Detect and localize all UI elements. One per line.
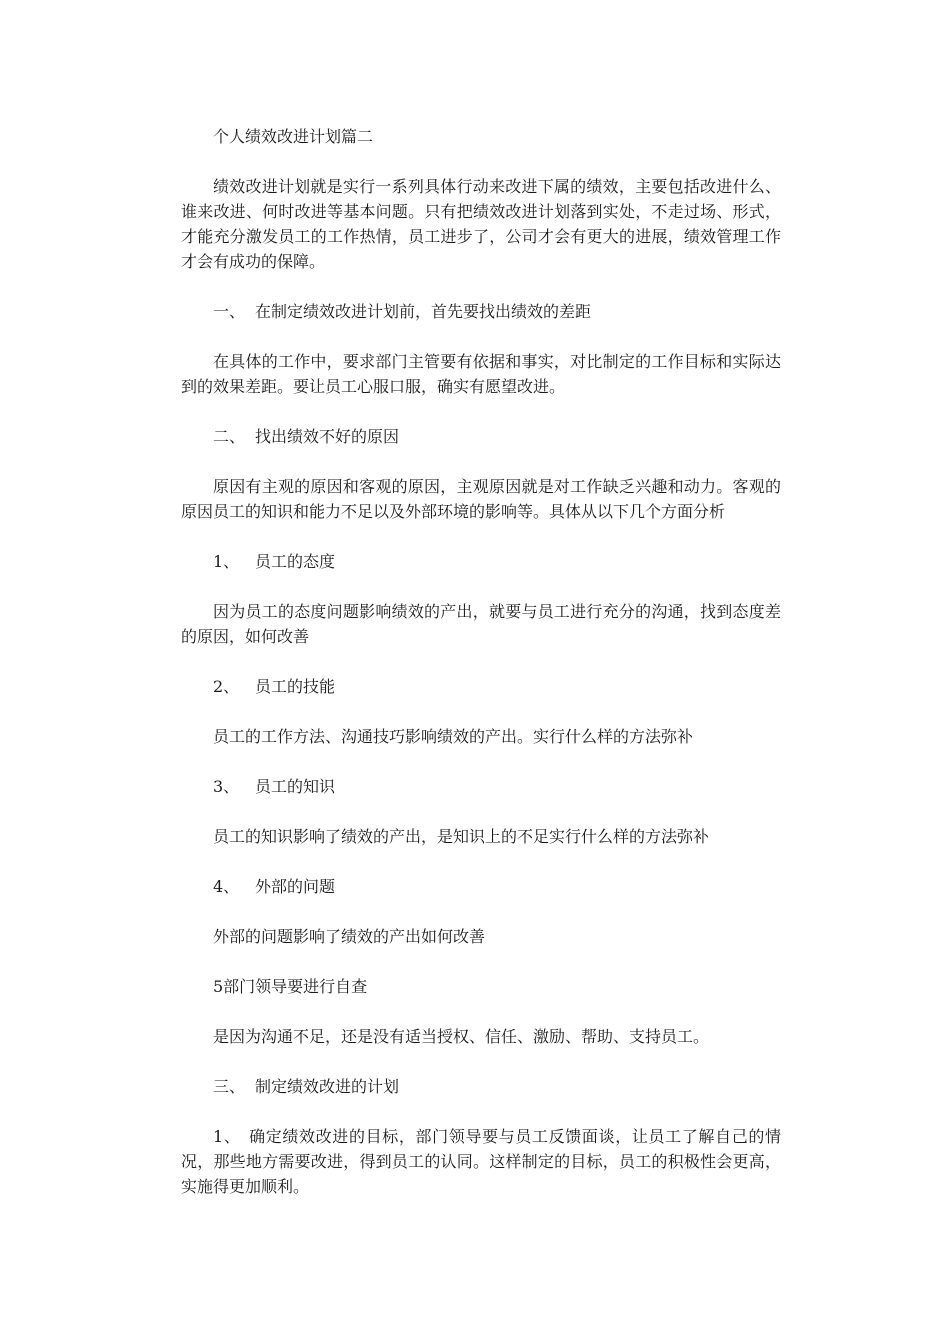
- item-4-title: 外部的问题: [255, 877, 336, 896]
- item-5-body: 是因为沟通不足，还是没有适当授权、信任、激励、帮助、支持员工。: [213, 1027, 710, 1046]
- section-3-title: 制定绩效改进的计划: [255, 1077, 400, 1096]
- intro-paragraph: 绩效改进计划就是实行一系列具体行动来改进下属的绩效，主要包括改进什么、谁来改进、何时改进等基本问题。只有把绩效改进计划落到实处，不走过场、形式，才能充分激发员工的工作热情，员工进步了，公司才会有更大的进展，绩效管理工作才会有成功的保障。: [181, 177, 781, 271]
- item-2-body: 员工的工作方法、沟通技巧影响绩效的产出。实行什么样的方法弥补: [213, 727, 694, 746]
- item-5-heading: 5部门领导要进行自查: [213, 977, 368, 996]
- document-body: [181, 124, 781, 1224]
- item-1-heading: [181, 549, 781, 574]
- section-3-heading: [181, 1074, 781, 1099]
- section-1-title: 在制定绩效改进计划前，首先要找出绩效的差距: [255, 302, 592, 321]
- section-2-body: 原因有主观的原因和客观的原因，主观原因就是对工作缺乏兴趣和动力。客观的原因员工的知识和能力不足以及外部环境的影响等。具体从以下几个方面分析: [181, 477, 781, 521]
- item-1-title: 员工的态度: [255, 552, 336, 571]
- item-1-number: 1、: [213, 552, 240, 571]
- item-4-number: 4、: [213, 877, 240, 896]
- item-1-body: 因为员工的态度问题影响绩效的产出，就要与员工进行充分的沟通，找到态度差的原因，如何改善: [181, 602, 781, 646]
- item-3-heading: [181, 774, 781, 799]
- section-2-title: 找出绩效不好的原因: [255, 427, 400, 446]
- item-4-heading: [181, 874, 781, 899]
- item-4-body: 外部的问题影响了绩效的产出如何改善: [213, 927, 486, 946]
- item-2-title: 员工的技能: [255, 677, 336, 696]
- document-title: 个人绩效改进计划篇二: [213, 127, 374, 146]
- section-2-heading: [181, 424, 781, 449]
- section-1-number: 一、: [213, 302, 246, 321]
- item-3-title: 员工的知识: [255, 777, 336, 796]
- item-2-number: 2、: [213, 677, 240, 696]
- section-1-body: 在具体的工作中，要求部门主管要有依据和事实，对比制定的工作目标和实际达到的效果差距。要让员工心服口服，确实有愿望改进。: [181, 352, 781, 396]
- item-3-body: 员工的知识影响了绩效的产出，是知识上的不足实行什么样的方法弥补: [213, 827, 710, 846]
- item-2-heading: [181, 674, 781, 699]
- item-3-number: 3、: [213, 777, 240, 796]
- section-2-number: 二、: [213, 427, 246, 446]
- section-3-number: 三、: [213, 1077, 246, 1096]
- section-1-heading: [181, 299, 781, 324]
- section-3-item-1: 1、 确定绩效改进的目标，部门领导要与员工反馈面谈，让员工了解自己的情况，那些地方需要改进，得到员工的认同。这样制定的目标，员工的积极性会更高，实施得更加顺利。: [181, 1127, 781, 1196]
